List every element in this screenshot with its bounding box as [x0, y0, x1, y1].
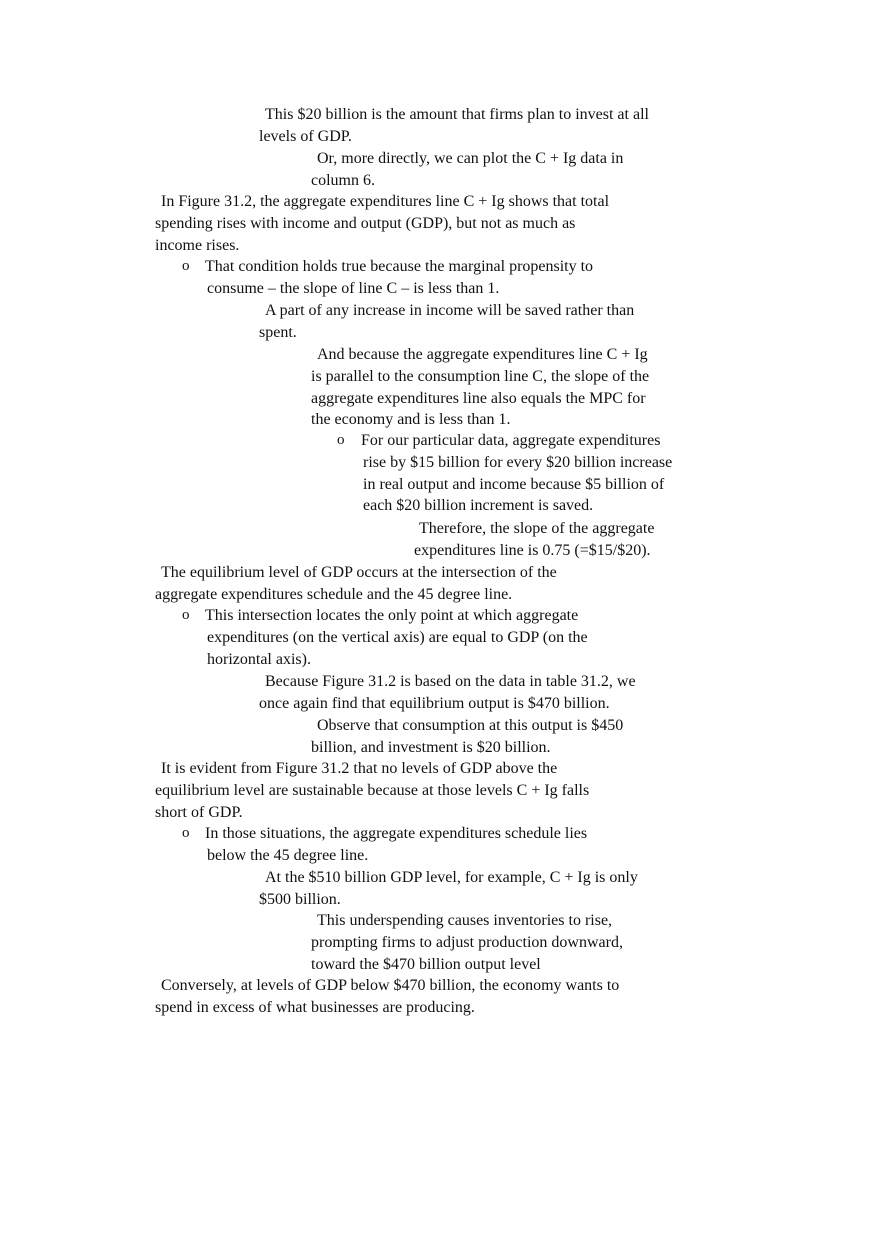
text-line: That condition holds true because the marginal propensity to	[205, 258, 594, 275]
text-line: At the $510 billion GDP level, for example, C + Ig is only	[265, 869, 638, 886]
bullet-item-level5	[337, 430, 672, 517]
text-line: In those situations, the aggregate expenditures schedule lies	[205, 825, 588, 842]
text-line: is parallel to the consumption line C, the slope of the	[311, 367, 650, 385]
text-line: This $20 billion is the amount that firms plan to invest at all	[265, 106, 649, 123]
text-line: Conversely, at levels of GDP below $470 billion, the economy wants to	[161, 977, 620, 994]
text-line: expenditures (on the vertical axis) are equal to GDP (on the	[207, 628, 588, 646]
bullet-item-level1	[131, 758, 589, 823]
text-line: Observe that consumption at this output is $450	[317, 717, 624, 734]
bullet-item-level3	[235, 300, 634, 344]
bullet-item-level4	[287, 148, 623, 192]
bullet-item-level3	[235, 867, 638, 911]
text-line: in real output and income because $5 billion of	[363, 475, 665, 493]
text-line: prompting firms to adjust production downward,	[311, 933, 623, 951]
text-line: below the 45 degree line.	[207, 846, 369, 864]
text-line: In Figure 31.2, the aggregate expenditures line C + Ig shows that total	[161, 193, 610, 210]
bullet-item-level4	[287, 344, 649, 431]
text-line: Because Figure 31.2 is based on the data in table 31.2, we	[265, 673, 636, 690]
bullet-item-level1	[131, 975, 619, 1019]
bullet-item-level2	[182, 256, 593, 300]
text-line: spending rises with income and output (GDP), but not as much as	[155, 214, 576, 232]
text-line: equilibrium level are sustainable because at those levels C + Ig falls	[155, 781, 590, 799]
bullet-item-level3	[235, 671, 636, 715]
text-line: income rises.	[155, 236, 240, 254]
text-line: horizontal axis).	[207, 650, 311, 668]
text-line: expenditures line is 0.75 (=$15/$20).	[414, 541, 651, 559]
text-line: It is evident from Figure 31.2 that no levels of GDP above the	[161, 760, 558, 777]
text-line: A part of any increase in income will be saved rather than	[265, 302, 635, 319]
circle-bullet-icon: o	[337, 432, 345, 448]
bullet-item-level1	[131, 191, 609, 256]
text-line: $500 billion.	[259, 890, 341, 908]
text-line: column 6.	[311, 171, 375, 189]
bullet-item-level4	[287, 715, 623, 759]
circle-bullet-icon: o	[182, 825, 190, 841]
text-line: once again find that equilibrium output is $470 billion.	[259, 694, 610, 712]
text-line: rise by $15 billion for every $20 billion increase	[363, 453, 673, 471]
text-line: aggregate expenditures schedule and the 45 degree line.	[155, 585, 513, 603]
circle-bullet-icon: o	[182, 258, 190, 274]
text-line: spent.	[259, 323, 297, 341]
text-line: This intersection locates the only point at which aggregate	[205, 607, 579, 624]
text-line: billion, and investment is $20 billion.	[311, 738, 551, 756]
bullet-item-level3	[235, 104, 649, 148]
text-line: This underspending causes inventories to rise,	[317, 912, 613, 929]
text-line: levels of GDP.	[259, 127, 352, 145]
bullet-item-level4	[287, 910, 623, 975]
bullet-item-level2	[182, 823, 587, 867]
text-line: short of GDP.	[155, 803, 243, 821]
circle-bullet-icon: o	[182, 607, 190, 623]
text-line: each $20 billion increment is saved.	[363, 497, 594, 515]
text-line: And because the aggregate expenditures line C + Ig	[317, 346, 648, 363]
text-line: aggregate expenditures line also equals the MPC for	[311, 389, 646, 407]
text-line: toward the $470 billion output level	[311, 955, 541, 973]
text-line: Therefore, the slope of the aggregate	[419, 520, 655, 537]
text-line: The equilibrium level of GDP occurs at the intersection of the	[161, 564, 557, 581]
text-line: For our particular data, aggregate expenditures	[361, 432, 661, 449]
text-line: spend in excess of what businesses are producing.	[155, 998, 475, 1016]
text-line: consume – the slope of line C – is less than 1.	[207, 279, 500, 297]
bullet-item-level2	[182, 605, 588, 670]
text-line: the economy and is less than 1.	[311, 411, 511, 429]
text-line: Or, more directly, we can plot the C + Ig data in	[317, 150, 624, 167]
bullet-item-level6	[391, 518, 654, 562]
bullet-item-level1	[131, 562, 557, 606]
